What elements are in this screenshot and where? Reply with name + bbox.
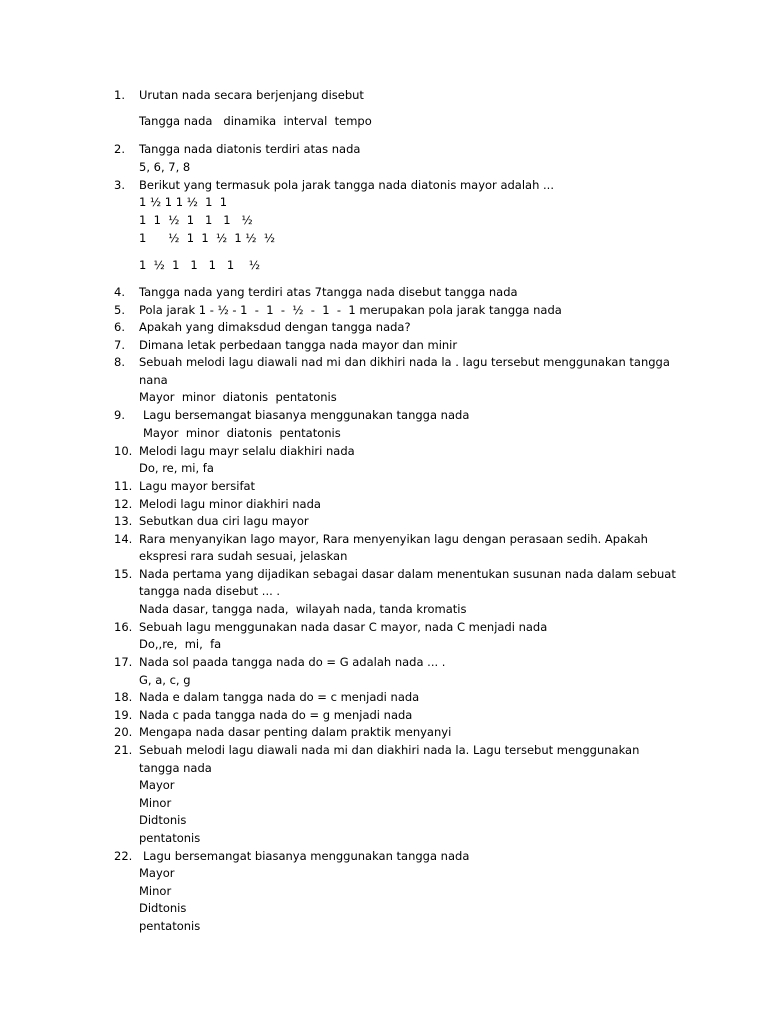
question-text: Sebuah melodi lagu diawali nada mi dan diakhiri nada la. Lagu tersebut menggunakan [139, 743, 640, 757]
question-text: Tangga nada diatonis terdiri atas nada [139, 142, 361, 156]
question-text: Sebuah lagu menggunakan nada dasar C mayor, nada C menjadi nada [139, 620, 548, 634]
question-text: Nada c pada tangga nada do = g menjadi nada [139, 708, 413, 722]
answer-option: 1 ½ 1 1 ½ 1 ½ ½ [139, 231, 275, 245]
question-text-continued: ekspresi rara sudah sesuai, jelaskan [139, 549, 348, 563]
question-text: Lagu mayor bersifat [139, 479, 256, 493]
question-text: Sebutkan dua ciri lagu mayor [139, 514, 309, 528]
question-number: 9. [114, 408, 125, 422]
answer-option: Mayor [139, 866, 175, 880]
question-text-continued: tangga nada [139, 761, 212, 775]
question-number: 13. [114, 514, 133, 528]
answer-option: Minor [139, 796, 172, 810]
question-number: 20. [114, 725, 133, 739]
answer-option: Mayor [139, 778, 175, 792]
question-number: 19. [114, 708, 133, 722]
answer-option: pentatonis [139, 831, 201, 845]
question-text: Berikut yang termasuk pola jarak tangga nada diatonis mayor adalah ... [139, 178, 554, 192]
answer-option: 1 ½ 1 1 1 1 ½ [139, 258, 261, 272]
question-text: Nada e dalam tangga nada do = c menjadi nada [139, 690, 420, 704]
answer-options: 5, 6, 7, 8 [139, 160, 191, 174]
answer-options: Nada dasar, tangga nada, wilayah nada, tanda kromatis [139, 602, 467, 616]
question-number: 14. [114, 532, 133, 546]
question-text: Apakah yang dimaksdud dengan tangga nada? [139, 320, 411, 334]
question-text: Pola jarak 1 - ½ - 1 - 1 - ½ - 1 - 1 merupakan pola jarak tangga nada [139, 303, 562, 317]
question-number: 11. [114, 479, 133, 493]
answer-options: Tangga nada dinamika interval tempo [139, 114, 372, 128]
question-number: 1. [114, 88, 125, 102]
question-number: 17. [114, 655, 133, 669]
answer-options: Mayor minor diatonis pentatonis [143, 426, 341, 440]
question-text: Tangga nada yang terdiri atas 7tangga nada disebut tangga nada [139, 285, 518, 299]
answer-option: Didtonis [139, 901, 187, 915]
question-number: 22. [114, 849, 133, 863]
question-number: 4. [114, 285, 125, 299]
question-text: Mengapa nada dasar penting dalam praktik menyanyi [139, 725, 452, 739]
question-text: Dimana letak perbedaan tangga nada mayor dan minir [139, 338, 458, 352]
question-number: 3. [114, 178, 125, 192]
question-number: 7. [114, 338, 125, 352]
answer-option: pentatonis [139, 919, 201, 933]
question-number: 6. [114, 320, 125, 334]
question-number: 2. [114, 142, 125, 156]
question-number: 10. [114, 444, 133, 458]
answer-options: G, a, c, g [139, 673, 191, 687]
question-text: Rara menyanyikan lago mayor, Rara menyenyikan lagu dengan perasaan sedih. Apakah [139, 532, 648, 546]
question-text: Melodi lagu mayr selalu diakhiri nada [139, 444, 355, 458]
question-text-continued: nana [139, 373, 168, 387]
answer-option: Didtonis [139, 813, 187, 827]
question-number: 21. [114, 743, 133, 757]
question-number: 18. [114, 690, 133, 704]
question-text-continued: tangga nada disebut ... . [139, 584, 281, 598]
question-text: Nada sol paada tangga nada do = G adalah nada ... . [139, 655, 446, 669]
question-number: 15. [114, 567, 133, 581]
answer-option: 1 1 ½ 1 1 1 ½ [139, 213, 253, 227]
answer-options: Do,,re, mi, fa [139, 637, 222, 651]
question-text: Nada pertama yang dijadikan sebagai dasar dalam menentukan susunan nada dalam sebuat [139, 567, 676, 581]
question-text: Lagu bersemangat biasanya menggunakan tangga nada [143, 849, 470, 863]
question-text: Melodi lagu minor diakhiri nada [139, 497, 321, 511]
question-text: Urutan nada secara berjenjang disebut [139, 88, 364, 102]
answer-option: 1 ½ 1 1 ½ 1 1 [139, 195, 228, 209]
question-text: Lagu bersemangat biasanya menggunakan tangga nada [143, 408, 470, 422]
question-number: 5. [114, 303, 125, 317]
answer-option: Minor [139, 884, 172, 898]
question-number: 8. [114, 355, 125, 369]
question-text: Sebuah melodi lagu diawali nad mi dan dikhiri nada la . lagu tersebut menggunakan tangga [139, 355, 670, 369]
answer-options: Do, re, mi, fa [139, 461, 214, 475]
answer-options: Mayor minor diatonis pentatonis [139, 390, 337, 404]
question-number: 16. [114, 620, 133, 634]
question-number: 12. [114, 497, 133, 511]
